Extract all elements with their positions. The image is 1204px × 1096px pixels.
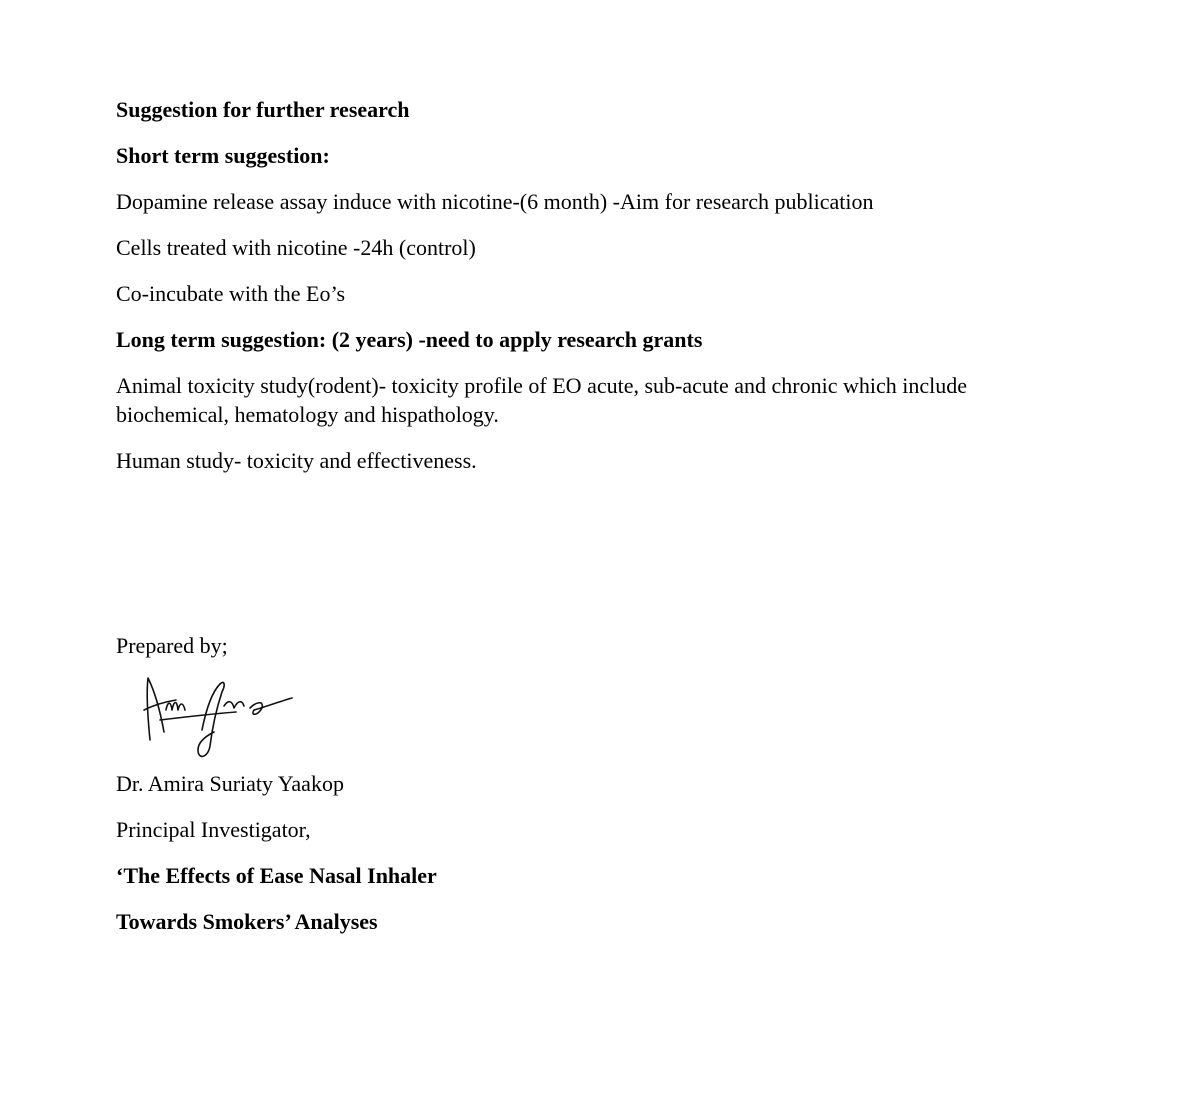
prepared-by-label: Prepared by; <box>116 633 228 658</box>
short-term-item-1: Dopamine release assay induce with nicotine-(6 month) -Aim for research publication <box>116 189 874 214</box>
long-term-heading: Long term suggestion: (2 years) -need to apply research grants <box>116 327 703 352</box>
section-heading: Suggestion for further research <box>116 97 410 122</box>
long-term-item-1: Animal toxicity study(rodent)- toxicity profile of EO acute, sub-acute and chronic which include biochemical, hematology and hispathology. <box>116 373 968 427</box>
project-title-line-2: Towards Smokers’ Analyses <box>116 909 378 934</box>
long-term-item-2: Human study- toxicity and effectiveness. <box>116 448 477 473</box>
project-title-line-1: ‘The Effects of Ease Nasal Inhaler <box>116 863 437 888</box>
short-term-item-2: Cells treated with nicotine -24h (control) <box>116 235 476 260</box>
short-term-heading: Short term suggestion: <box>116 143 330 168</box>
handwritten-signature <box>140 670 310 765</box>
short-term-item-3: Co-incubate with the Eo’s <box>116 281 346 306</box>
signatory-role: Principal Investigator, <box>116 817 311 842</box>
signatory-name: Dr. Amira Suriaty Yaakop <box>116 771 344 796</box>
